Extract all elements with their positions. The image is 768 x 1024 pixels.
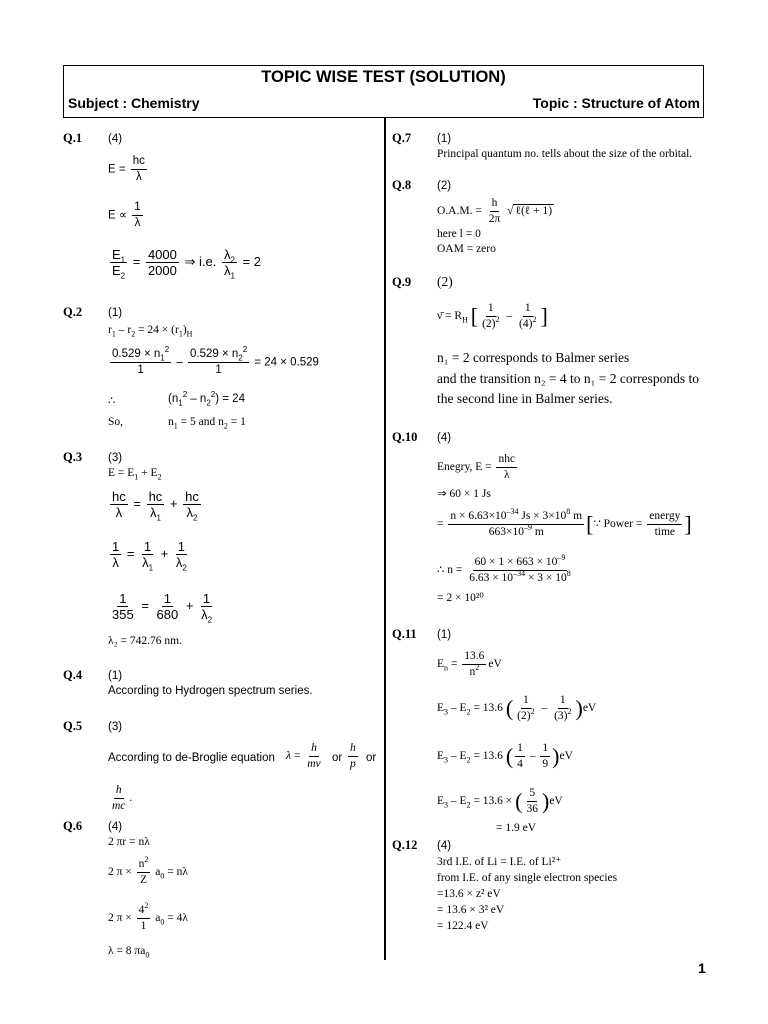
q11-line-1: $E_n$ = $\frac{13.6}{n^2}$ eV — [437, 650, 502, 678]
header-box — [63, 65, 704, 118]
q9-line-2: and the transition n₂ = 4 to n₁ = 2 corresponds to — [437, 371, 699, 386]
q3-line-4: $\frac{1}{355}$ = $\frac{1}{680}$ + $\frac{1}{\lambda_2}$ — [112, 591, 213, 625]
q7-label: Q.7 — [392, 131, 412, 145]
q6-line-4: λ = 8 $\pi a_0$ — [108, 945, 150, 960]
q10-line-1: Enegry, E = nhc λ — [437, 453, 516, 481]
q3-answer: (3) — [108, 452, 123, 464]
q2-answer: (1) — [108, 307, 123, 319]
q9-answer: (2) — [437, 274, 453, 289]
q4-text: According to Hydrogen spectrum series. — [108, 685, 313, 697]
q1-formula-3: $\frac{E_1}{E_2}$ = $\frac{4000}{2000}$ ⇒ i.e. $\frac{\lambda_2}{\lambda_1}$ = 2 — [112, 247, 261, 281]
q7-answer: (1) — [437, 133, 452, 145]
q1-answer: (4) — [108, 133, 123, 145]
topic-label: Topic : Structure of Atom — [532, 95, 700, 111]
q6-line-3: 2 π × $\frac{4^2}{1}$ $a_0 = 4\lambda$ — [108, 901, 188, 932]
q1-label: Q.1 — [63, 131, 83, 145]
q10-line-4: ∴ n = $\frac{60 \times 1 \times 663 \times 10^{-9}}{6.63 \times 10^{-34} \times 3 \times 10^8}$ — [437, 553, 571, 584]
q11-result: = 1.9 eV — [496, 822, 537, 834]
q6-line-1: 2 πr = nλ — [108, 836, 150, 848]
q12-line-5: = 122.4 eV — [437, 920, 489, 932]
q6-answer: (4) — [108, 821, 123, 833]
q11-answer: (1) — [437, 629, 452, 641]
q1-formula-2: E ∝ $\frac{1}{\lambda}$ — [108, 201, 141, 229]
q8-line-1: O.A.M. = $\frac{h}{2\pi}$ √ ℓ(ℓ + 1) — [437, 197, 553, 225]
q3-label: Q.3 — [63, 450, 83, 464]
q11-label: Q.11 — [392, 627, 417, 641]
q10-line-2: ⇒ 60 × 1 Js — [437, 488, 491, 500]
q12-line-3: =13.6 × z² eV — [437, 888, 501, 900]
q6-line-2: 2 π × $\frac{n^2}{Z}$ $a_0 = n\lambda$ — [108, 855, 188, 886]
q12-line-4: = 13.6 × 3² eV — [437, 904, 505, 916]
q12-answer: (4) — [437, 840, 452, 852]
page-title: TOPIC WISE TEST (SOLUTION) — [261, 68, 506, 86]
q5-answer: (3) — [108, 721, 123, 733]
q5-text: According to de-Broglie equation — [108, 752, 275, 764]
q11-line-4: $E_3 - E_2 = 13.6$ × ( $\frac{5}{36}$ )eV — [437, 787, 563, 815]
q5-or-1: or — [332, 752, 343, 764]
q8-line-2: here l = 0 — [437, 228, 481, 240]
q1-formula-1: E = $\frac{hc}{\lambda}$ — [108, 155, 145, 183]
q11-line-2: $E_3 - E_2 = 13.6$ ( $\frac{1}{(2)^2}$ – $\frac{1}{(3)^2}$ )eV — [437, 694, 597, 722]
q11-line-3: $E_3 - E_2 = 13.6$ ( $\frac{1}{4}$ – $\frac{1}{9}$ )eV — [437, 742, 573, 770]
q8-label: Q.8 — [392, 178, 412, 192]
q5-or-2: or — [366, 752, 377, 764]
q2-so: So, — [108, 416, 124, 428]
q9-line-1: n₁ = 2 corresponds to Balmer series — [437, 350, 630, 365]
q2-therefore: ∴ — [108, 395, 116, 407]
q4-label: Q.4 — [63, 668, 83, 682]
q10-line-3: = $\frac{n \times 6.63\times 10^{-34} Js \times 3\times 10^8 m}{663\times 10^{-9} m}$ [∵ Power = energy time ] — [437, 507, 692, 538]
q3-result: λ₂ = 742.76 nm. — [108, 635, 182, 647]
q5-formula-2: $\frac{h}{p}$ — [350, 742, 356, 770]
page-number: 1 — [698, 960, 706, 976]
q3-line-3: $\frac{1}{\lambda}$ = $\frac{1}{\lambda_1}$ + $\frac{1}{\lambda_2}$ — [112, 539, 187, 573]
q5-formula-1: λ = $\frac{h}{mv}$ — [286, 742, 321, 770]
q5-label: Q.5 — [63, 719, 83, 733]
q12-line-2: from I.E. of any single electron species — [437, 872, 618, 884]
q12-label: Q.12 — [392, 838, 418, 852]
q3-line-1: $E = E_1 + E_2$ — [108, 467, 162, 482]
q2-line-2: $\frac{0.529 \times n_1^2}{1}$ – $\frac{0.529 \times n_2^2}{1}$ = 24 × 0.529 — [112, 345, 319, 376]
column-divider — [384, 118, 386, 960]
q9-line-3: the second line in Balmer series. — [437, 391, 613, 406]
q4-answer: (1) — [108, 670, 123, 682]
q9-label: Q.9 — [392, 275, 412, 289]
q7-text: Principal quantum no. tells about the size of the orbital. — [437, 148, 693, 160]
q10-label: Q.10 — [392, 430, 418, 444]
q8-answer: (2) — [437, 180, 452, 192]
q12-line-1: 3rd I.E. of Li = I.E. of Li²⁺ — [437, 856, 562, 868]
q2-line-1: $r_1 - r_2 = 24 \times (r_1)_H$ — [108, 324, 193, 339]
q2-line-4: $n_1 = 5$ and $n_2 = 1$ — [168, 416, 246, 431]
q9-formula: ν̄ = $R_H$ [ $\frac{1}{(2)^2}$ – $\frac{1}{(4)^2}$ ] — [437, 302, 548, 330]
q5-formula-3: $\frac{h}{mc}$ . — [112, 784, 133, 812]
q2-line-3: $(n_1^2 - n_2^2) = 24$ — [168, 390, 245, 408]
q10-result: = 2 × 10²⁰ — [437, 592, 484, 604]
q8-line-3: OAM = zero — [437, 243, 496, 255]
q3-line-2: $\frac{hc}{\lambda}$ = $\frac{hc}{\lambda_1}$ + $\frac{hc}{\lambda_2}$ — [112, 489, 199, 523]
q6-label: Q.6 — [63, 819, 83, 833]
subject-label: Subject : Chemistry — [68, 95, 200, 111]
q10-answer: (4) — [437, 432, 452, 444]
q2-label: Q.2 — [63, 305, 83, 319]
